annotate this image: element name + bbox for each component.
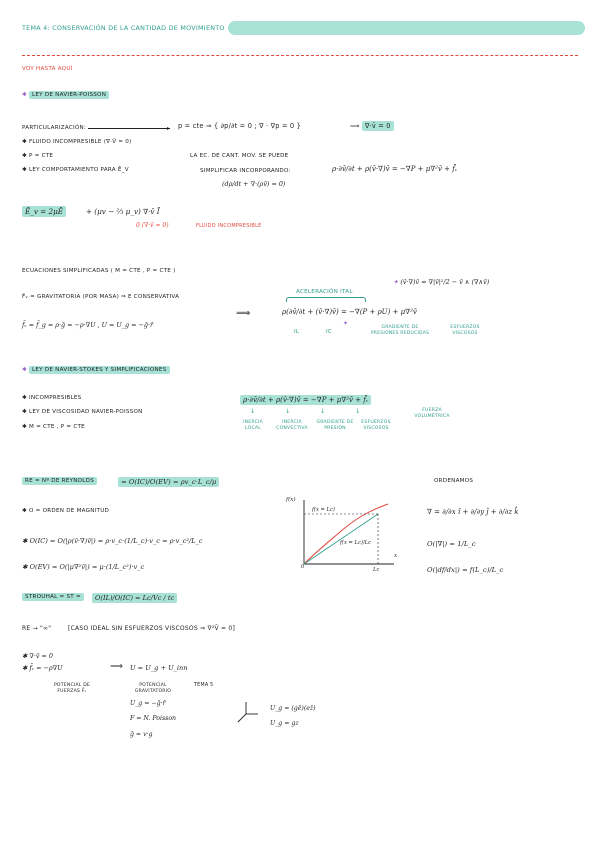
item-rho-cte: ✱ Ρ = CTE — [22, 153, 54, 159]
header-dashed-divider — [22, 55, 578, 56]
tema5-label: TEMA 5 — [194, 683, 214, 688]
ug2-equation: U_g = (gē)(ez̄) — [270, 705, 316, 712]
star-marker-icon: ✦ — [343, 320, 349, 327]
ns-label-esfuerzos-viscosos: ESFUERZOS VISCOSOS — [361, 420, 391, 431]
fv-text: f̄ᵥ = −ρ∇U — [29, 664, 63, 672]
label-presiones-reducidas: GRADIENTE DE PRESIONES REDUCIDAS — [370, 325, 430, 336]
reynolds-heading — [22, 478, 97, 484]
ns-label-fuerza-volumetrica: FUERZA VOLUMÉTRICA — [414, 408, 450, 419]
top-note: VOY HASTA AQUÍ — [22, 66, 73, 72]
graph-origin: 0 — [301, 564, 305, 570]
o-definition: ✱ O = ORDEN DE MAGNITUD — [22, 508, 110, 514]
item-fluido-incompresible: ✱ FLUIDO INCOMPRESIBLE (∇·V̄ = 0) — [22, 139, 132, 145]
implies-arrow: ⟹ — [236, 308, 251, 319]
ns-label-inercia-convectiva: INERCIA CONVECTIVA — [276, 420, 308, 431]
middle-text-1: LA EC. DE CANT. MOV. SE PUEDE — [190, 153, 289, 159]
ideal-case-lead: RE → "∞" — [22, 625, 52, 632]
ideal-divergence: ✱ ∇·v̄ = 0 — [22, 652, 53, 660]
ns-equation-text: ρ·∂v̄/∂t + ρ(v̄·∇)v̄ = −∇P + μ∇²v̄ + f̄ᵥ — [240, 395, 371, 405]
label-esfuerzos-viscosos: ESFUERZOS VISCOSOS — [450, 325, 480, 336]
simplificadas-heading: ECUACIONES SIMPLIFICADAS ( Μ = CTE , Ρ = CTE ) — [22, 268, 176, 274]
nabla-definition: ∇ = ∂/∂x î + ∂/∂y ĵ + ∂/∂z k̂ — [427, 508, 519, 516]
item-text: LEY COMPORTAMIENTO PARA Ē_V — [28, 167, 129, 173]
ns-label-inercia-local: INERCIA LOCAL — [243, 420, 263, 431]
ev-rest-terms: + (μv − ⅔ μ_v) ∇·v̄ Ī — [86, 207, 160, 216]
reynolds-heading-text: RE = Nº DE REYNOLDS — [22, 477, 97, 485]
slope-line — [304, 514, 378, 564]
heading-text: LEY DE NAVIER-POISSON — [29, 91, 109, 99]
ns-item-1: ✱ INCOMPRESIBLES — [22, 395, 82, 401]
simplificadas-line-2: f̄ᵥ = f̄_g = ρ·ḡ = −ρ·∇U , U = U_g = −ḡ·r̄ — [22, 321, 154, 329]
o-def-text: O = ORDEN DE MAGNITUD — [28, 508, 110, 514]
reynolds-ratio — [118, 478, 219, 486]
graph-curve-label: f(x = Lc) — [312, 507, 335, 513]
function-curve — [304, 504, 388, 564]
o-ic-equation: ✱ O(IC) = O(|ρ(v̄·∇)v̄|) = ρ·v_c·(1/L_c)·v_c = ρ·v_c²/L_c — [22, 537, 203, 545]
ev-zero-note: 0 (∇·v̄ = 0) — [136, 222, 169, 229]
ns-item-3: ✱ Μ = CTE , Ρ = CTE — [22, 424, 85, 430]
u-sum: U = U_g + U_inn — [130, 664, 188, 672]
particularizacion-arrow-head: ▸ — [167, 125, 171, 132]
o-ic-text: O(IC) = O(|ρ(v̄·∇)v̄|) = ρ·v_c·(1/L_c)·v_c = ρ·v_c²/L_c — [29, 537, 203, 545]
title-highlight-bar — [228, 21, 585, 35]
strouhal-label — [22, 594, 84, 600]
item-text: Ρ = CTE — [28, 153, 54, 159]
ev-incompresible-note: FLUIDO INCOMPRESIBLE — [196, 223, 262, 229]
graph-x-axis-label: x — [394, 553, 398, 559]
ideal-case-text: [CASO IDEAL SIN ESFUERZOS VISCOSOS ⇒ ∇²V̄ = 0] — [68, 625, 236, 632]
item-text: LEY DE VISCOSIDAD NAVIER-POISSON — [28, 409, 143, 415]
derivative-order-graph — [282, 496, 400, 572]
ug3-equation: U_g = gz — [270, 720, 299, 727]
section-heading-navier-stokes: ✱ LEY DE NAVIER-STOKES Y SIMPLIFICACIONES — [22, 367, 170, 373]
page-title: TEMA 4: CONSERVACIÓN DE LA CANTIDAD DE MOVIMIENTO — [22, 24, 225, 32]
continuity-equation: (dρ/dt + ∇·(ρv̄) = 0) — [222, 180, 286, 188]
graph-y-label: f(x) — [286, 497, 296, 503]
ev-equation — [22, 207, 66, 216]
reynolds-ratio-text: = O(IC)/O(EV) = ρv_c·L_c/μ — [118, 477, 219, 487]
result-text: ∇·v̄ = 0 — [362, 121, 394, 131]
vector-identity — [393, 278, 489, 286]
potencial-fuerzas-label: POTENCIAL DE FUERZAS F̄ᵥ — [53, 683, 91, 694]
ideal-fv: ✱ f̄ᵥ = −ρ∇U — [22, 664, 63, 672]
item-ley-comportamiento: ✱ LEY COMPORTAMIENTO PARA Ē_V — [22, 167, 129, 173]
particularizacion-arrow — [88, 128, 170, 129]
ns-arrows: ↓↓↓↓ — [250, 408, 391, 415]
g-vector-equation: ḡ = v·g — [130, 731, 153, 738]
momentum-equation: ρ·∂v̄/∂t + ρ(v̄·∇)v̄ = −∇P + μ∇²v̄ + f̄ᵥ — [332, 165, 458, 173]
ns-item-2: ✱ LEY DE VISCOSIDAD NAVIER-POISSON — [22, 409, 143, 415]
o-ev-equation: ✱ O(EV) = O(|μ∇²v̄|) = μ·(1/L_c²)·v_c — [22, 563, 145, 571]
identity-text: (v̄·∇)v̄ = ∇|v̄|²/2 − v̄ ∧ (∇∧v̄) — [400, 278, 490, 286]
particularizacion-label: PARTICULARIZACIÓN: — [22, 125, 87, 131]
section-heading-navier-poisson: ✱ LEY DE NAVIER-POISSON — [22, 92, 109, 98]
axes-sketch-icon — [236, 700, 260, 724]
graph-x-tick: Lc — [373, 567, 380, 573]
navier-stokes-equation — [240, 396, 371, 404]
middle-text-2: SIMPLIFICAR INCORPORANDO: — [200, 168, 291, 174]
simplificadas-line-1: F̄ᵥ = GRAVITATORIA (POR MASA) ⇒ E CONSERVATIVA — [22, 294, 180, 300]
label-il: IL — [294, 329, 300, 335]
ideal-implies-arrow: ⟹ — [110, 662, 123, 672]
strouhal-ratio — [92, 594, 177, 602]
item-text: INCOMPRESIBLES — [28, 395, 82, 401]
star-icon: ✦ — [393, 278, 399, 286]
simplified-equation: ρ(∂v̄/∂t + (v̄·∇)v̄) = −∇(P + ρU) + μ∇²v̄ — [282, 308, 417, 316]
heading-text: LEY DE NAVIER-STOKES Y SIMPLIFICACIONES — [29, 366, 170, 374]
order-derivative: O(|df/dx|) = f(L_c)/L_c — [427, 566, 504, 574]
label-ic: IC — [326, 329, 333, 335]
o-ev-text: O(EV) = O(|μ∇²v̄|) = μ·(1/L_c²)·v_c — [29, 563, 145, 571]
item-text: FLUIDO INCOMPRESIBLE (∇·V̄ = 0) — [28, 139, 132, 145]
item-text: Μ = CTE , Ρ = CTE — [28, 424, 85, 430]
graph-slope-label: f(x = Lc)/Lc — [340, 540, 371, 546]
ug-equation: U_g = −ḡ·r̄ — [130, 700, 166, 707]
ordenamos-title: ORDENAMOS — [434, 478, 474, 484]
aceleracion-brace — [286, 297, 366, 302]
particularizacion-equation: p = cte ⇒ { ∂p/∂t = 0 ; ∇ · ∇p = 0 } — [178, 122, 302, 130]
div-text: ∇·v̄ = 0 — [29, 652, 53, 660]
potencial-gravitatorio-label: POTENCIAL GRAVITATORIO — [134, 683, 172, 694]
ev-equation-text: Ē_v = 2μĒ — [22, 206, 66, 217]
particularizacion-result: ⟹ ∇·v̄ = 0 — [350, 122, 394, 130]
strouhal-label-text: STROUHAL = ST = — [22, 593, 84, 601]
order-nabla: O(|∇|) = 1/L_c — [427, 540, 476, 548]
f-np-equation: F = N. Poisson — [130, 715, 177, 722]
aceleracion-label: ACELERACIÓN ITAL — [296, 289, 353, 295]
strouhal-ratio-text: O(IL)/O(IC) = Lc/Vc / tc — [92, 593, 177, 603]
ns-label-gradiente-presion: GRADIENTE DE PRESIÓN — [316, 420, 354, 431]
